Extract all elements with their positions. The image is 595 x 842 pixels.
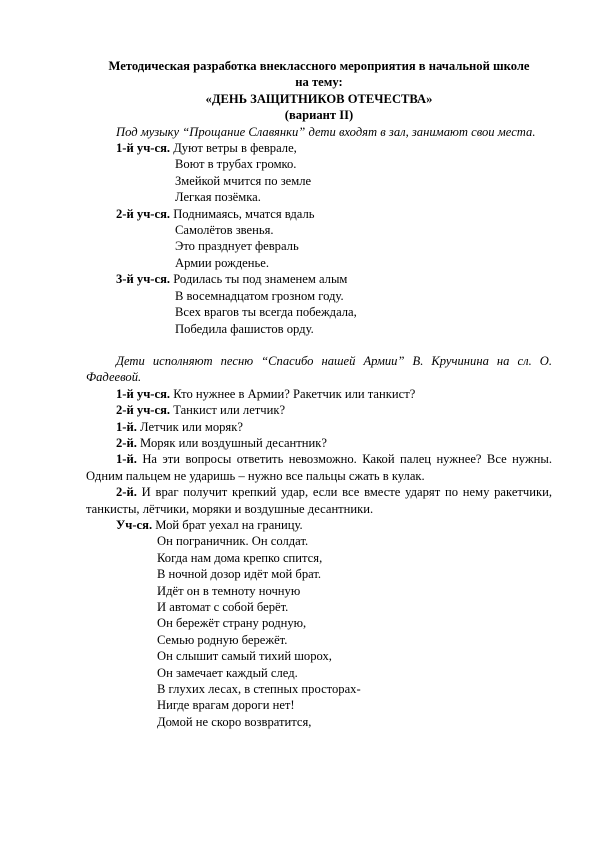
document-page [86,58,552,730]
poem-2-first-line: Уч-ся. Мой брат уехал на границу. [116,517,303,532]
dialogue-line: 2-й уч-ся. Танкист или летчик? [116,403,286,418]
verse-line: Семью родную бережёт. [157,632,288,647]
title-line-1: Методическая разработка внеклассного мероприятия в начальной школе [108,59,530,73]
verse-line: Идёт он в темноту ночную [157,583,301,598]
speaker: 3-й уч-ся. [116,272,171,287]
verse-line: Нигде врагам дороги нет! [157,698,295,713]
verse-line: И автомат с собой берёт. [157,600,289,614]
stanza-2-line-1: 2-й уч-ся. Поднимаясь, мчатся вдаль [116,206,315,221]
verse-line: Он замечает каждый след. [157,665,298,680]
speaker: 2-й уч-ся. [116,206,171,221]
dialogue-line: 2-й. Моряк или воздушный десантник? [116,435,327,450]
verse-line: Всех врагов ты всегда побеждала, [175,305,357,320]
intro-remark: Под музыку “Прощание Славянки” дети входят в зал, занимают свои места. [116,124,536,139]
stanza-3-line-1: 3-й уч-ся. Родилась ты под знаменем алым [116,272,348,287]
verse-line: В глухих лесах, в степных просторах- [157,682,361,697]
verse-line: Воют в трубах громко. [175,157,297,172]
title-line-2: на тему: [295,75,343,90]
verse-line: Он слышит самый тихий шорох, [157,649,332,664]
verse-line: Когда нам дома крепко спится, [157,550,323,565]
speaker: 1-й уч-ся. [116,141,171,156]
verse-line: Самолётов звенья. [175,223,274,238]
verse-line: В ночной дозор идёт мой брат. [157,567,322,582]
title-line-3: «ДЕНЬ ЗАЩИТНИКОВ ОТЕЧЕСТВА» [205,91,433,106]
poem-2 [86,517,552,730]
verse-line: Легкая позёмка. [175,190,261,205]
doc-title [86,58,552,124]
song-remark: Дети исполняют песню “Спасибо нашей Армии” В. Кручинина на сл. О. Фадеевой. [86,353,552,385]
stanza-1-line-1: 1-й уч-ся. Дуют ветры в феврале, [116,141,297,156]
speaker: Уч-ся. [116,517,153,532]
dialogue-line: 1-й уч-ся. Кто нужнее в Армии? Ракетчик или танкист? [116,386,416,401]
title-line-4: (вариант II) [284,108,354,123]
poem-1 [86,140,552,337]
dialogue-line: 1-й. На эти вопросы ответить невозможно. Какой палец нужнее? Все нужны. Одним пальцем не ударишь – нужно все пальцы сжать в кулак. [86,452,552,483]
dialogue-line: 2-й. И враг получит крепкий удар, если все вместе ударят по нему ракетчики, танкисты, лётчики, моряки и воздушные десантники. [86,485,552,516]
verse-line: Это празднует февраль [175,239,299,254]
dialogue-line: 1-й. Летчик или моряк? [116,419,243,434]
verse-line: Победила фашистов орду. [175,321,314,336]
verse-line: Он пограничник. Он солдат. [157,534,309,549]
verse-line: Армии рожденье. [175,255,269,270]
verse-line: Он бережёт страну родную, [157,616,307,631]
dialogue [86,386,552,517]
verse-line: Змейкой мчится по земле [175,173,312,188]
verse-line: В восемнадцатом грозном году. [175,288,344,303]
spacer [86,337,552,353]
verse-line: Домой не скоро возвратится, [157,714,312,729]
